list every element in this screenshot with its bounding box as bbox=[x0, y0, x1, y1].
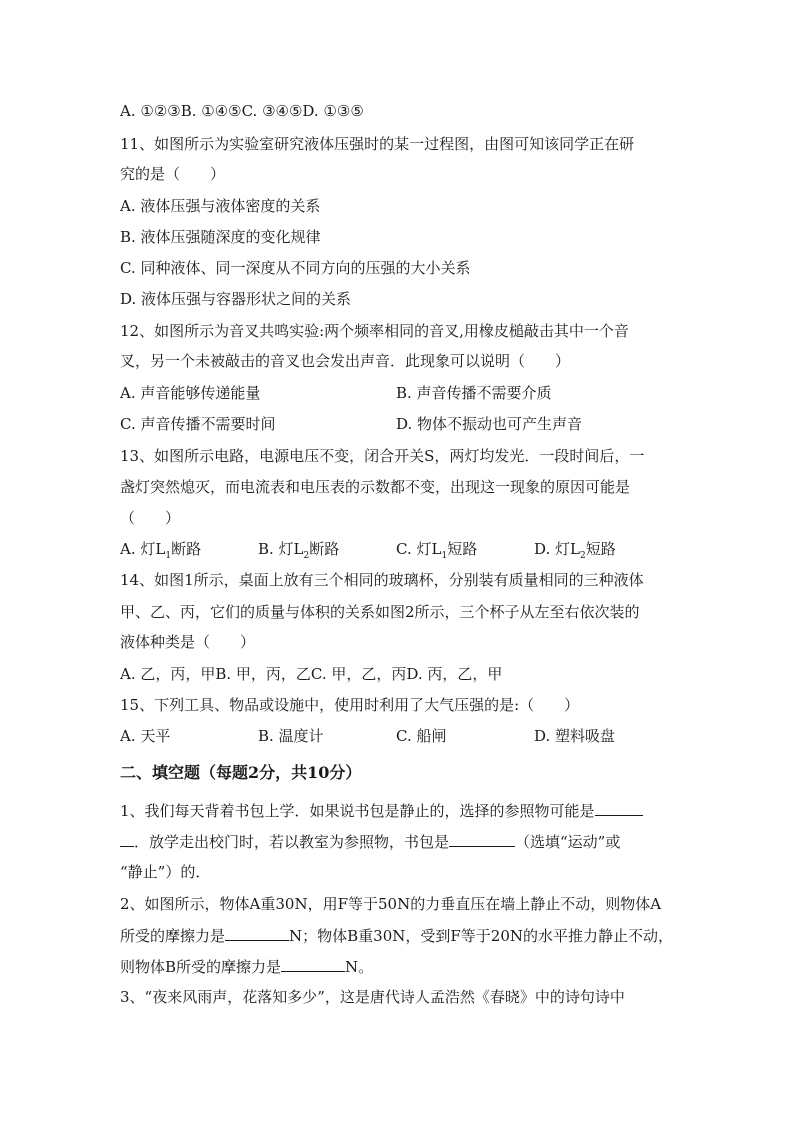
f3-line1: 3、“夜来风雨声，花落知多少”，这是唐代诗人孟浩然《春晓》中的诗句诗中 bbox=[120, 988, 625, 1006]
q14-stem-line1: 14、如图1所示，桌面上放有三个相同的玻璃杯，分别装有质量相同的三种液体 bbox=[120, 571, 644, 589]
q13-option-a bbox=[120, 539, 201, 559]
f2-line3-suffix: N。 bbox=[345, 958, 374, 976]
q13-option-d bbox=[534, 539, 616, 559]
f1-line2 bbox=[120, 831, 684, 852]
q13-option-c-subscript: 1 bbox=[441, 551, 448, 561]
f2-blank-2 bbox=[281, 956, 345, 972]
section2-heading: 二、填空题（每题2分，共10分） bbox=[120, 763, 362, 782]
f1-blank-1b bbox=[120, 831, 134, 847]
q13-stem-line3: （ ） bbox=[120, 509, 181, 527]
q12-stem-line2: 叉，另一个未被敲击的音叉也会发出声音．此现象可以说明（ ） bbox=[120, 352, 571, 370]
q13-option-c-prefix: C. 灯L bbox=[396, 540, 442, 558]
q14-stem-line3: 液体种类是（ ） bbox=[120, 633, 256, 651]
q13-option-d-subscript: 2 bbox=[580, 551, 586, 561]
q13-stem-line1: 13、如图所示电路，电源电压不变，闭合开关S，两灯均发光．一段时间后，一 bbox=[120, 447, 645, 465]
q13-option-b-subscript: 2 bbox=[303, 551, 310, 561]
q13-stem-line2: 盏灯突然熄灭，而电流表和电压表的示数都不变，出现这一现象的原因可能是 bbox=[120, 478, 631, 496]
q13-option-b-suffix: 断路 bbox=[309, 540, 340, 558]
q13-option-d-prefix: D. 灯L bbox=[534, 540, 580, 558]
q13-option-a-subscript: 1 bbox=[165, 551, 172, 561]
q10-options: A. ①②③B. ①④⑤C. ③④⑤D. ①③⑤ bbox=[120, 102, 364, 120]
q11-option-c: C. 同种液体、同一深度从不同方向的压强的大小关系 bbox=[120, 259, 471, 277]
f2-line2 bbox=[120, 925, 684, 946]
q12-option-c: C. 声音传播不需要时间 bbox=[120, 415, 276, 433]
q15-option-a: A. 天平 bbox=[120, 727, 171, 745]
q14-options: A. 乙，丙，甲B. 甲，丙，乙C. 甲，乙，丙D. 丙，乙，甲 bbox=[120, 665, 503, 683]
q15-option-c: C. 船闸 bbox=[396, 727, 447, 745]
q13-option-d-suffix: 短路 bbox=[585, 540, 616, 558]
q11-option-a: A. 液体压强与液体密度的关系 bbox=[120, 197, 321, 215]
q15-option-b: B. 温度计 bbox=[258, 727, 324, 745]
f1-line1-text: 1、我们每天背着书包上学．如果说书包是静止的，选择的参照物可能是 bbox=[120, 802, 595, 820]
f1-blank-1a bbox=[595, 800, 643, 816]
f1-line1 bbox=[120, 800, 684, 821]
q12-stem-line1: 12、如图所示为音叉共鸣实验:两个频率相同的音叉,用橡皮槌敲击其中一个音 bbox=[120, 322, 629, 340]
q13-option-b-prefix: B. 灯L bbox=[258, 540, 304, 558]
q15-option-d: D. 塑料吸盘 bbox=[534, 727, 616, 745]
q12-option-a: A. 声音能够传递能量 bbox=[120, 384, 261, 402]
q13-option-a-prefix: A. 灯L bbox=[120, 540, 166, 558]
f2-line3-prefix: 则物体B所受的摩擦力是 bbox=[120, 958, 282, 976]
f2-blank-1 bbox=[225, 925, 289, 941]
q13-option-c bbox=[396, 539, 477, 559]
f2-line2-suffix: N；物体B重30N，受到F等于20N的水平推力静止不动， bbox=[289, 927, 673, 945]
q13-option-c-suffix: 短路 bbox=[447, 540, 478, 558]
f1-blank-2 bbox=[449, 831, 515, 847]
q11-stem-line2: 究的是（ ） bbox=[120, 165, 226, 183]
f1-line2-tail: （选填“运动”或 bbox=[515, 833, 621, 851]
q11-stem-line1: 11、如图所示为实验室研究液体压强时的某一过程图，由图可知该同学正在研 bbox=[120, 135, 635, 153]
q15-stem-line1: 15、下列工具、物品或设施中，使用时利用了大气压强的是:（ ） bbox=[120, 696, 580, 714]
q13-option-b bbox=[258, 539, 339, 559]
q13-option-a-suffix: 断路 bbox=[171, 540, 202, 558]
f2-line2-prefix: 所受的摩擦力是 bbox=[120, 927, 226, 945]
q14-stem-line2: 甲、乙、丙，它们的质量与体积的关系如图2所示，三个杯子从左至右依次装的 bbox=[120, 603, 640, 621]
f1-line2-text: ．放学走出校门时，若以教室为参照物，书包是 bbox=[134, 833, 450, 851]
q11-option-b: B. 液体压强随深度的变化规律 bbox=[120, 228, 321, 246]
q11-option-d: D. 液体压强与容器形状之间的关系 bbox=[120, 290, 352, 308]
q12-option-d: D. 物体不振动也可产生声音 bbox=[396, 415, 583, 433]
f1-line3: “静止”）的． bbox=[120, 863, 211, 881]
f2-line3 bbox=[120, 956, 684, 977]
f2-line1: 2、如图所示，物体A重30N，用F等于50N的力垂直压在墙上静止不动，则物体A bbox=[120, 895, 662, 913]
q12-option-b: B. 声音传播不需要介质 bbox=[396, 384, 552, 402]
